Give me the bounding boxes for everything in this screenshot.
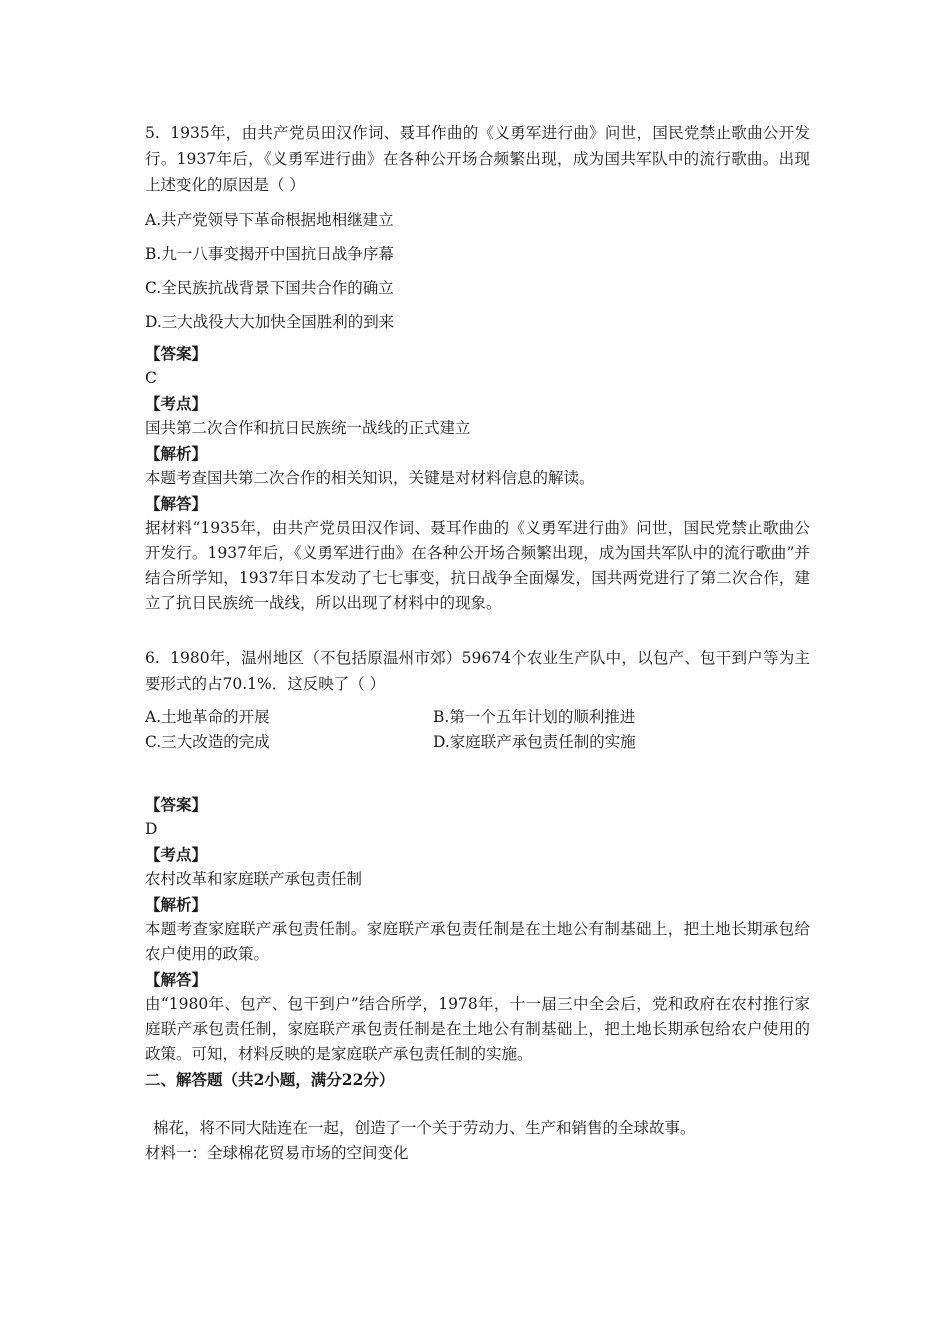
question-5-option-b: B.九一八事变揭开中国抗日战争序幕 — [145, 245, 394, 263]
kaodian-label: 【考点】 — [145, 394, 208, 413]
question-6 — [145, 645, 810, 1067]
question-5-solution — [145, 341, 810, 616]
jiexi-label: 【解析】 — [145, 444, 208, 463]
jieda-label: 【解答】 — [145, 494, 208, 513]
question-6-solution — [145, 792, 810, 1067]
jieda-text: 据材料“1935年，由共产党员田汉作词、聂耳作曲的《义勇军进行曲》问世，国民党禁止歌曲公开发行。1937年后，《义勇军进行曲》在各种公开场合频繁出现，成为国共军队中的流行歌曲”并结合所学知，1937年日本发动了七七事变，抗日战争全面爆发，国共两党进行了第二次合作，建立了抗日民族统一战线，所以出现了材料中的现象。 — [145, 519, 810, 612]
kaodian-text: 农村改革和家庭联产承包责任制 — [145, 870, 363, 888]
kaodian-text: 国共第二次合作和抗日民族统一战线的正式建立 — [145, 419, 471, 437]
jiexi-label: 【解析】 — [145, 895, 208, 914]
question-5-option-a: A.共产党领导下革命根据地相继建立 — [145, 211, 394, 229]
section-2-intro: 棉花，将不同大陆连在一起，创造了一个关于劳动力、生产和销售的全球故事。 — [153, 1119, 696, 1137]
jiexi-text: 本题考查家庭联产承包责任制。家庭联产承包责任制是在土地公有制基础上，把土地长期承包给农户使用的政策。 — [145, 920, 810, 963]
question-5-stem: 5. 1935年，由共产党员田汉作词、聂耳作曲的《义勇军进行曲》问世，国民党禁止歌曲公开发行。1937年后，《义勇军进行曲》在各种公开场合频繁出现，成为国共军队中的流行歌曲。出现上述变化的原因是（ ） — [145, 124, 810, 194]
jiexi-text: 本题考查国共第二次合作的相关知识，关键是对材料信息的解读。 — [145, 469, 595, 487]
question-5 — [145, 120, 810, 616]
jieda-label: 【解答】 — [145, 970, 208, 989]
question-6-option-b: B.第一个五年计划的顺利推进 — [433, 708, 636, 726]
question-5-option-d: D.三大战役大大加快全国胜利的到来 — [145, 313, 395, 331]
question-6-option-c: C.三大改造的完成 — [145, 733, 270, 751]
answer-label: 【答案】 — [145, 795, 208, 814]
document-page — [145, 120, 810, 1166]
jieda-text: 由“1980年、包产、包干到户”结合所学，1978年，十一届三中全会后，党和政府在农村推行家庭联产承包责任制，家庭联产承包责任制是在土地公有制基础上，把土地长期承包给农户使用的政策。可知，材料反映的是家庭联产承包责任制的实施。 — [145, 995, 810, 1063]
question-6-options — [145, 705, 810, 755]
answer-value: C — [145, 369, 157, 387]
question-6-option-d: D.家庭联产承包责任制的实施 — [433, 733, 636, 751]
question-5-option-c: C.全民族抗战背景下国共合作的确立 — [145, 279, 394, 297]
section-2-heading: 二、解答题（共2小题，满分22分） — [145, 1070, 395, 1089]
kaodian-label: 【考点】 — [145, 845, 208, 864]
answer-label: 【答案】 — [145, 344, 208, 363]
question-6-option-a: A.土地革命的开展 — [145, 708, 270, 726]
material-1-label: 材料一：全球棉花贸易市场的空间变化 — [145, 1144, 409, 1162]
answer-value: D — [145, 820, 158, 838]
question-6-stem: 6. 1980年，温州地区（不包括原温州市郊）59674个农业生产队中，以包产、包干到户等为主要形式的占70.1%．这反映了（ ） — [145, 649, 810, 693]
